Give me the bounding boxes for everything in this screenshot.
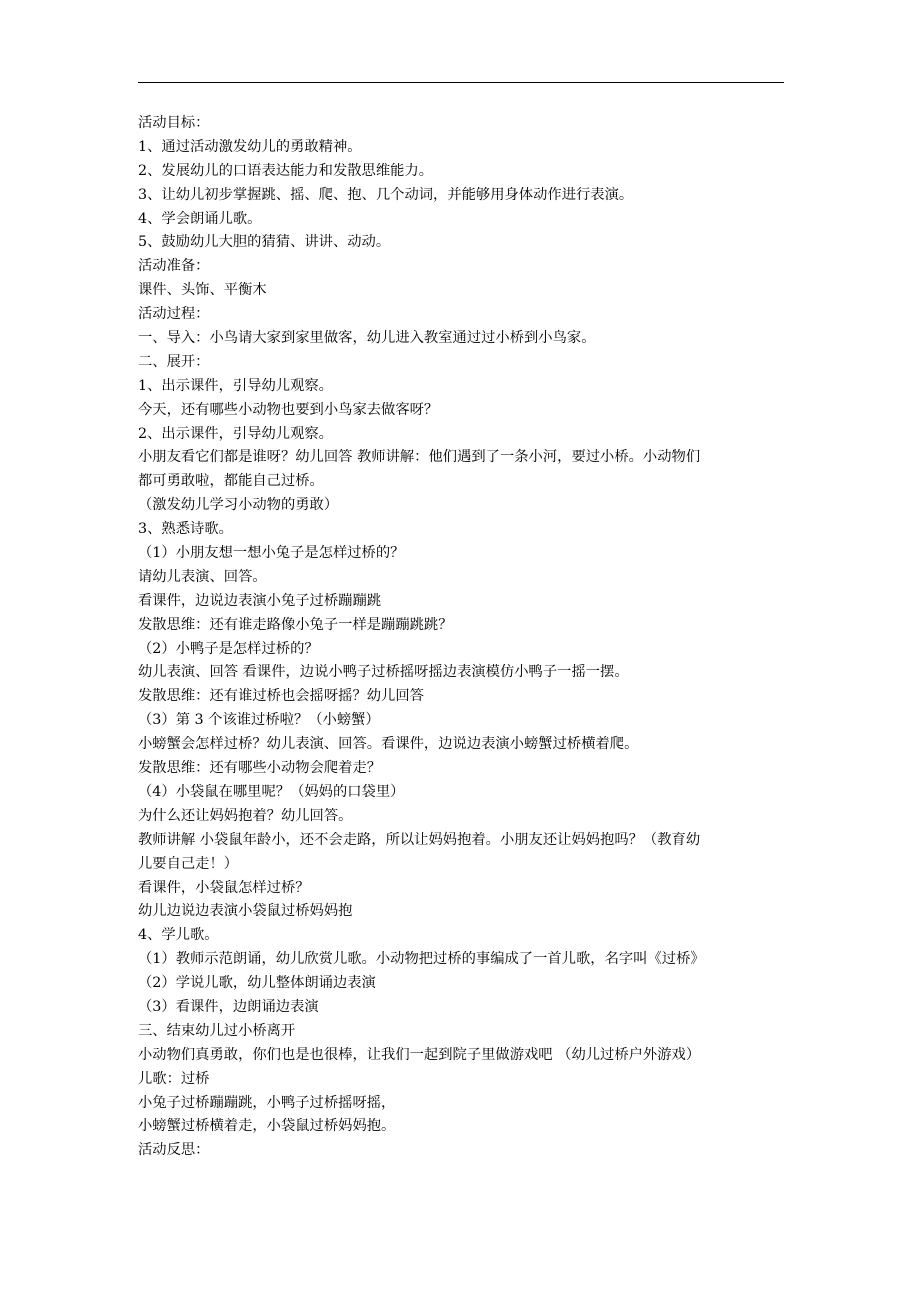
text-line: 三、结束幼儿过小桥离开 — [138, 1022, 296, 1039]
text-line: 幼儿边说边表演小袋鼠过桥妈妈抱 — [138, 903, 353, 920]
text-line: 看课件，小袋鼠怎样过桥？ — [138, 879, 310, 896]
text-line: （1）小朋友想一想小兔子是怎样过桥的？ — [138, 545, 405, 562]
text-line: 一、导入：小鸟请大家到家里做客，幼儿进入教室通过过小桥到小鸟家。 — [138, 330, 596, 347]
text-line: 1、通过活动激发幼儿的勇敢精神。 — [138, 138, 362, 155]
text-line: 为什么还让妈妈抱着？幼儿回答。 — [138, 807, 353, 824]
text-line: 二、展开： — [138, 353, 210, 370]
text-line: 请幼儿表演、回答。 — [138, 568, 267, 585]
text-line: 发散思维：还有哪些小动物会爬着走？ — [138, 760, 382, 777]
text-line: 看课件，边说边表演小兔子过桥蹦蹦跳 — [138, 592, 382, 609]
text-line: 小螃蟹过桥横着走，小袋鼠过桥妈妈抱。 — [138, 1118, 396, 1135]
text-line: 都可勇敢啦，都能自己过桥。 — [138, 473, 324, 490]
text-line: 今天，还有哪些小动物也要到小鸟家去做客呀？ — [138, 401, 439, 418]
text-line: （3）第 3 个该谁过桥啦？（小螃蟹） — [138, 712, 380, 729]
text-line: 儿歌：过桥 — [138, 1070, 210, 1087]
text-line: 活动反思： — [138, 1142, 210, 1159]
text-line: 活动过程： — [138, 306, 210, 323]
text-line: 小动物们真勇敢，你们也是也很棒，让我们一起到院子里做游戏吧 （幼儿过桥户外游戏） — [138, 1046, 701, 1063]
text-line: （3）看课件，边朗诵边表演 — [138, 998, 319, 1015]
text-line: 3、熟悉诗歌。 — [138, 521, 233, 538]
text-line: 2、出示课件，引导幼儿观察。 — [138, 425, 333, 442]
text-line: （4）小袋鼠在哪里呢？（妈妈的口袋里） — [138, 783, 405, 800]
text-line: 2、发展幼儿的口语表达能力和发散思维能力。 — [138, 162, 434, 179]
text-line: 教师讲解 小袋鼠年龄小，还不会走路，所以让妈妈抱着。小朋友还让妈妈抱吗？（教育幼 — [138, 831, 701, 848]
text-line: （2）小鸭子是怎样过桥的？ — [138, 640, 319, 657]
text-line: 课件、头饰、平衡木 — [138, 282, 267, 299]
text-line: 4、学儿歌。 — [138, 927, 219, 944]
text-line: 1、出示课件，引导幼儿观察。 — [138, 377, 333, 394]
document-body — [138, 112, 786, 1163]
text-line: 3、让幼儿初步掌握跳、摇、爬、抱、几个动词，并能够用身体动作进行表演。 — [138, 186, 634, 203]
text-line: （1）教师示范朗诵，幼儿欣赏儿歌。小动物把过桥的事编成了一首儿歌，名字叫《过桥》 — [138, 951, 705, 968]
text-line: 小螃蟹会怎样过桥？幼儿表演、回答。看课件，边说边表演小螃蟹过桥横着爬。 — [138, 736, 639, 753]
text-line: （激发幼儿学习小动物的勇敢） — [138, 497, 339, 514]
text-line: 5、鼓励幼儿大胆的猜猜、讲讲、动动。 — [138, 234, 391, 251]
text-line: 小朋友看它们都是谁呀？幼儿回答 教师讲解：他们遇到了一条小河，要过小桥。小动物们 — [138, 449, 701, 466]
text-line: 小兔子过桥蹦蹦跳，小鸭子过桥摇呀摇， — [138, 1094, 396, 1111]
text-line: 活动目标： — [138, 115, 210, 131]
text-line: 儿要自己走！） — [138, 855, 239, 872]
text-line: 发散思维：还有谁过桥也会摇呀摇？幼儿回答 — [138, 688, 424, 705]
text-line: 活动准备： — [138, 258, 210, 275]
text-line: 幼儿表演、回答 看课件，边说小鸭子过桥摇呀摇边表演模仿小鸭子一摇一摆。 — [138, 664, 629, 681]
text-line: （2）学说儿歌，幼儿整体朗诵边表演 — [138, 975, 376, 992]
text-line: 4、学会朗诵儿歌。 — [138, 210, 262, 227]
text-line: 发散思维：还有谁走路像小兔子一样是蹦蹦跳跳？ — [138, 616, 453, 633]
header-rule — [138, 82, 784, 83]
